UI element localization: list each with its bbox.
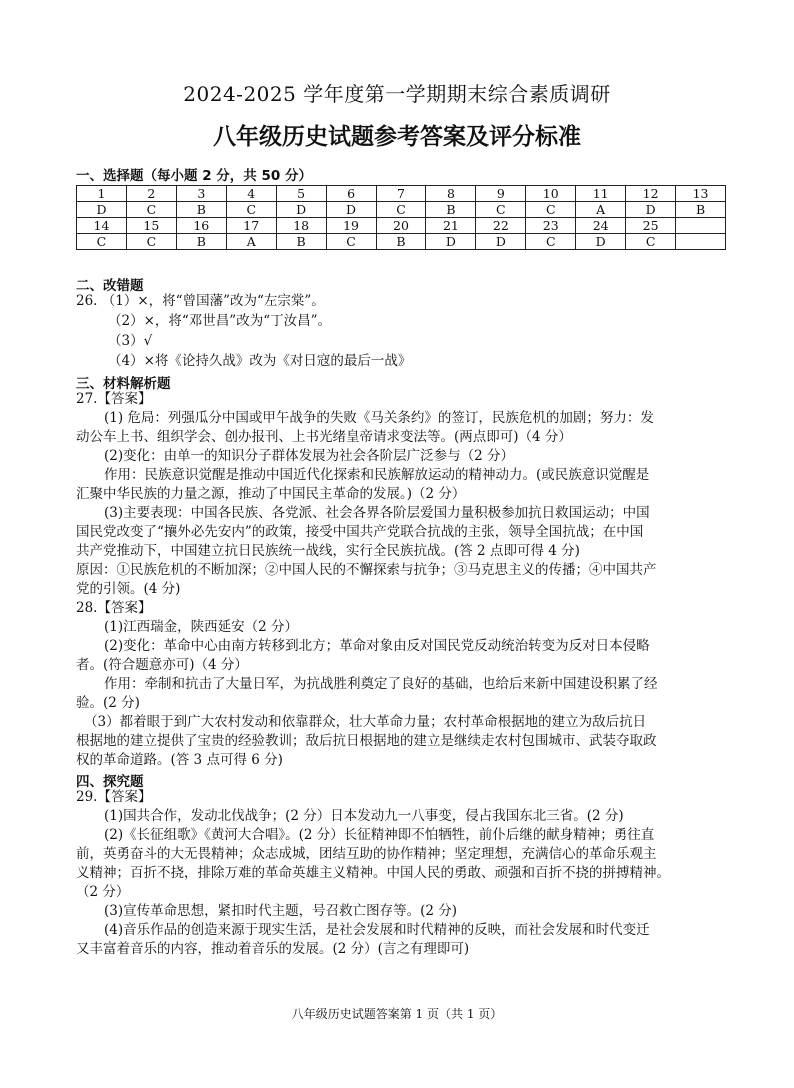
answer-table-cell: 16	[176, 218, 226, 234]
answer-table-cell: C	[376, 202, 426, 218]
answer-table-row	[77, 234, 726, 250]
answer-table-cell: C	[226, 202, 276, 218]
answer-table-cell	[676, 234, 726, 250]
answer-table-cell: A	[576, 202, 626, 218]
answer-table-cell: D	[276, 202, 326, 218]
answer-table-cell: B	[426, 202, 476, 218]
q29-line-1: (1)国共合作，发动北伐战争；(2 分）日本发动九一八事变，侵占我国东北三省。(2 分)	[104, 808, 624, 824]
answer-table-cell: 11	[576, 186, 626, 202]
answer-table-cell: B	[676, 202, 726, 218]
answer-table	[76, 185, 726, 250]
answer-table-cell: 25	[626, 218, 676, 234]
answer-table-cell: 2	[126, 186, 176, 202]
section2-heading: 二、改错题	[76, 278, 144, 294]
q28-line-3: 者。(符合题意亦可)（4 分）	[76, 657, 248, 673]
q27-head: 27.【答案】	[76, 391, 152, 407]
answer-table-cell: B	[176, 202, 226, 218]
answer-table-cell: D	[426, 234, 476, 250]
answer-table-cell: D	[77, 202, 127, 218]
page-footer: 八年级历史试题答案第 1 页（共 1 页）	[291, 1007, 503, 1021]
answer-table-cell: B	[376, 234, 426, 250]
q26-line-1: 26. （1）×，将“曾国藩”改为“左宗棠”。	[76, 293, 325, 309]
answer-table-cell: 1	[77, 186, 127, 202]
q29-head: 29.【答案】	[76, 789, 152, 805]
q27-line-3: (2)变化：由单一的知识分子群体发展为社会各阶层广泛参与（2 分）	[104, 448, 515, 464]
answer-table-cell: D	[326, 202, 376, 218]
q27-line-9: 原因：①民族危机的不断加深；②中国人民的不懈探索与抗争；③马克思主义的传播；④中国共产	[76, 562, 657, 578]
answer-table-cell: 7	[376, 186, 426, 202]
answer-table-cell: 15	[126, 218, 176, 234]
q27-line-7: 国民党改变了“攘外必先安内”的政策，接受中国共产党联合抗战的主张，领导全国抗战；在中国	[76, 524, 644, 540]
answer-table-cell: 9	[476, 186, 526, 202]
answer-table-row	[77, 186, 726, 202]
q26-line-4: （4）×将《论持久战》改为《对日寇的最后一战》	[108, 353, 412, 369]
section1-heading: 一、选择题（每小题 2 分，共 50 分）	[76, 168, 312, 184]
answer-table-cell: 23	[526, 218, 576, 234]
answer-table-cell: C	[126, 234, 176, 250]
q29-line-6: (3)宣传革命思想，紧扣时代主题，号召救亡图存等。(2 分)	[104, 903, 458, 919]
q28-line-4: 作用：牵制和抗击了大量日军，为抗战胜利奠定了良好的基础，也给后来新中国建设积累了经	[104, 676, 658, 692]
answer-table-cell: C	[326, 234, 376, 250]
answer-table-cell: C	[526, 202, 576, 218]
q27-line-10: 党的引领。(4 分)	[76, 581, 181, 597]
answer-table-cell: 22	[476, 218, 526, 234]
q29-line-8: 又丰富着音乐的内容，推动着音乐的发展。(2 分）(言之有理即可)	[76, 941, 470, 957]
answer-table-cell: C	[77, 234, 127, 250]
answer-table-cell: 24	[576, 218, 626, 234]
answer-table-cell: 18	[276, 218, 326, 234]
page-title: 2024-2025 学年度第一学期期末综合素质调研	[183, 82, 611, 106]
q27-line-6: (3)主要表现：中国各民族、各党派、社会各界各阶层爱国力量积极参加抗日救国运动；中国	[104, 505, 650, 521]
answer-table-cell: 4	[226, 186, 276, 202]
page-subtitle: 八年级历史试题参考答案及评分标准	[213, 124, 581, 150]
q28-line-1: (1)江西瑞金，陕西延安（2 分）	[104, 619, 299, 635]
q28-line-6: （3）都着眼于到广大农村发动和依靠群众，壮大革命力量；农村革命根据地的建立为敌后抗日	[84, 714, 647, 730]
answer-table-cell: 14	[77, 218, 127, 234]
answer-table-cell: B	[176, 234, 226, 250]
answer-table-cell: 20	[376, 218, 426, 234]
section3-heading: 三、材料解析题	[76, 376, 171, 392]
answer-table-cell: C	[476, 202, 526, 218]
q27-line-4: 作用：民族意识觉醒是推动中国近代化探索和民族解放运动的精神动力。(或民族意识觉醒是	[104, 467, 650, 483]
answer-table-cell: A	[226, 234, 276, 250]
q26-line-2: （2）×，将“邓世昌”改为“丁汝昌”。	[108, 313, 332, 329]
answer-table-row	[77, 202, 726, 218]
answer-table-cell: 8	[426, 186, 476, 202]
answer-table-cell: C	[526, 234, 576, 250]
q27-line-5: 汇聚中华民族的力量之源，推动了中国民主革命的发展。)（2 分）	[76, 486, 466, 502]
answer-table-cell: 19	[326, 218, 376, 234]
q28-line-5: 验。(2 分)	[76, 695, 140, 711]
answer-table-cell: 17	[226, 218, 276, 234]
q29-line-3: 前，英勇奋斗的大无畏精神；众志成城，团结互助的协作精神；坚定理想，充满信心的革命乐观主	[76, 846, 657, 862]
q29-line-7: (4)音乐作品的创造来源于现实生活，是社会发展和时代精神的反映，而社会发展和时代变迁	[104, 922, 650, 938]
answer-table-cell: C	[626, 234, 676, 250]
answer-table-cell: 5	[276, 186, 326, 202]
q28-line-8: 权的革命道路。(答 3 点可得 6 分)	[76, 752, 283, 768]
answer-table-row	[77, 218, 726, 234]
q27-line-1: (1) 危局：列强瓜分中国或甲午战争的失败《马关条约》的签订，民族危机的加剧；努力：发	[104, 410, 654, 426]
answer-table-cell: B	[276, 234, 326, 250]
q26-line-3: （3）√	[108, 333, 153, 349]
answer-table-cell: D	[576, 234, 626, 250]
q28-head: 28.【答案】	[76, 600, 152, 616]
answer-table-cell: 10	[526, 186, 576, 202]
q27-line-2: 动公车上书、组织学会、创办报刊、上书光绪皇帝请求变法等。(两点即可)（4 分）	[76, 429, 572, 445]
answer-table-cell	[676, 218, 726, 234]
answer-table-cell: D	[476, 234, 526, 250]
q28-line-7: 根据地的建立提供了宝贵的经验教训；敌后抗日根据地的建立是继续走农村包围城市、武装夺取政	[76, 733, 657, 749]
answer-table-cell: 13	[676, 186, 726, 202]
q29-line-2: (2)《长征组歌》《黄河大合唱》。(2 分）长征精神即不怕牺牲，前仆后继的献身精神；勇往直	[104, 827, 655, 843]
q29-line-4: 义精神；百折不挠，排除万难的革命英雄主义精神。中国人民的勇敢、顽强和百折不挠的拼搏精神。	[76, 865, 670, 881]
answer-table-cell: 12	[626, 186, 676, 202]
q27-line-8: 共产党推动下，中国建立抗日民族统一战线，实行全民族抗战。(答 2 点即可得 4 分)	[76, 543, 580, 559]
answer-table-cell: 3	[176, 186, 226, 202]
answer-table-cell: 6	[326, 186, 376, 202]
answer-table-cell: 21	[426, 218, 476, 234]
answer-table-cell: C	[126, 202, 176, 218]
q29-line-5: （2 分）	[76, 884, 130, 900]
answer-table-cell: D	[626, 202, 676, 218]
section4-heading: 四、探究题	[76, 774, 144, 790]
q28-line-2: (2)变化：革命中心由南方转移到北方；革命对象由反对国民党反动统治转变为反对日本侵略	[104, 638, 650, 654]
